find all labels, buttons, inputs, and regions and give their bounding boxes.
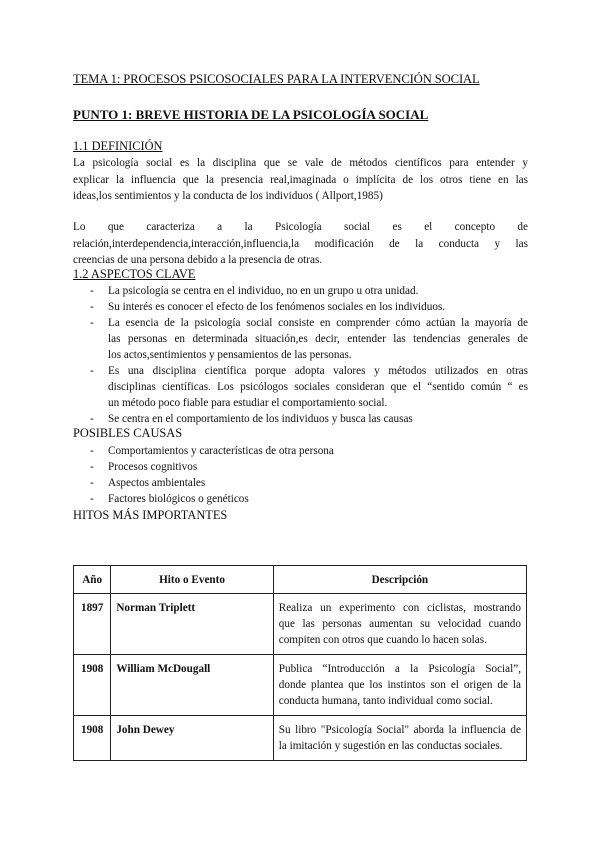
table-row [74,594,527,655]
dash-bullet: - [90,477,94,489]
list-item [73,475,528,491]
list-item [73,283,528,299]
text-line: La psicología social es la disciplina que se vale de métodos científicos para entender y [73,157,528,169]
list-item [73,315,528,363]
cell-description [273,716,526,761]
dash-bullet: - [90,301,94,313]
list-item [73,299,528,315]
text-line: creencias de una persona debido a la presencia de otras. [73,254,323,266]
cell-description [273,594,526,655]
text-line: conducta humana, tanto individual como social. [278,695,493,707]
text-line: Se centra en el comportamiento de los individuos y busca las causas [108,413,413,425]
text-line: Comportamientos y características de otra persona [108,445,334,457]
text-line: Su interés es conocer el efecto de los fenómenos sociales en los individuos. [108,301,446,313]
text-line: Factores biológicos o genéticos [108,493,249,505]
possible-causes-list [73,443,528,507]
text-line: La esencia de la psicología social consiste en comprender cómo actúan la mayoría de [108,317,528,329]
dash-bullet: - [90,461,94,473]
key-aspects-list [73,283,528,427]
list-item [73,459,528,475]
dash-bullet: - [90,317,94,329]
table-header-row [74,566,527,594]
text-line: Es una disciplina científica porque adopta valores y métodos utilizados en otras [108,365,528,377]
list-item [73,411,528,427]
text-line: donde plantea que los instintos son el origen de la [278,679,521,691]
definition-heading: 1.1 DEFINICIÓN [73,139,163,153]
text-line: Lo que caracteriza a la Psicología social es el concepto de [73,221,528,233]
text-line: ideas,los sentimientos y la conducta de los individuos ( Allport,1985) [73,190,383,202]
cell-year: 1908 [74,716,111,761]
list-item [73,443,528,459]
dash-bullet: - [90,365,94,377]
cell-event: Norman Triplett [111,594,273,655]
text-line: disciplinas científicas. Los psicólogos sociales consideran que el “sentido común “ es [108,381,528,393]
possible-causes-heading: POSIBLES CAUSAS [73,426,183,440]
text-line: las personas en determinada situación,es decir, entender las tendencias generales de [108,333,528,345]
text-line: la imitación y sugestión en las conductas sociales. [278,740,503,752]
cell-event: William McDougall [111,655,273,716]
text-line: explicar la influencia que la presencia real,imaginada o implícita de los otros tiene en las [73,173,528,186]
dash-bullet: - [90,413,94,425]
column-header-event: Hito o Evento [111,566,273,594]
table-row [74,655,527,716]
text-line: Realiza un experimento con ciclistas, mostrando [278,602,521,614]
milestones-table [73,565,527,761]
list-item [73,363,528,411]
text-line: relación,interdependencia,interacción,influencia,la modificación de la conducta y las [73,237,528,250]
dash-bullet: - [90,285,94,297]
column-header-description: Descripción [273,566,526,594]
text-line: compiten con otros que cuando lo hacen solas. [278,634,487,646]
text-line: un método poco fiable para estudiar el comportamiento social. [108,397,388,409]
key-aspects-heading: 1.2 ASPECTOS CLAVE [73,267,196,281]
document-title: TEMA 1: PROCESOS PSICOSOCIALES PARA LA INTERVENCIÓN SOCIAL [73,72,480,86]
text-line: Publica “Introducción a la Psicología Social”, [278,663,521,675]
text-line: que las personas aumentan su velocidad cuando [278,618,521,630]
cell-year: 1897 [74,594,111,655]
milestones-heading: HITOS MÁS IMPORTANTES [73,508,228,522]
cell-year: 1908 [74,655,111,716]
cell-description [273,655,526,716]
text-line: Procesos cognitivos [108,461,198,473]
section-title: PUNTO 1: BREVE HISTORIA DE LA PSICOLOGÍA SOCIAL [73,107,429,122]
text-line: Su libro "Psicología Social" aborda la influencia de [278,724,521,736]
definition-paragraph-1 [73,155,528,205]
table-row [74,716,527,761]
list-item [73,491,528,507]
dash-bullet: - [90,493,94,505]
text-line: los actos,sentimientos y pensamientos de las personas. [108,349,352,361]
text-line: Aspectos ambientales [108,477,206,489]
cell-event: John Dewey [111,716,273,761]
definition-paragraph-2 [73,219,528,269]
text-line: La psicología se centra en el individuo, no en un grupo u otra unidad. [108,285,419,297]
dash-bullet: - [90,445,94,457]
column-header-year: Año [74,566,111,594]
